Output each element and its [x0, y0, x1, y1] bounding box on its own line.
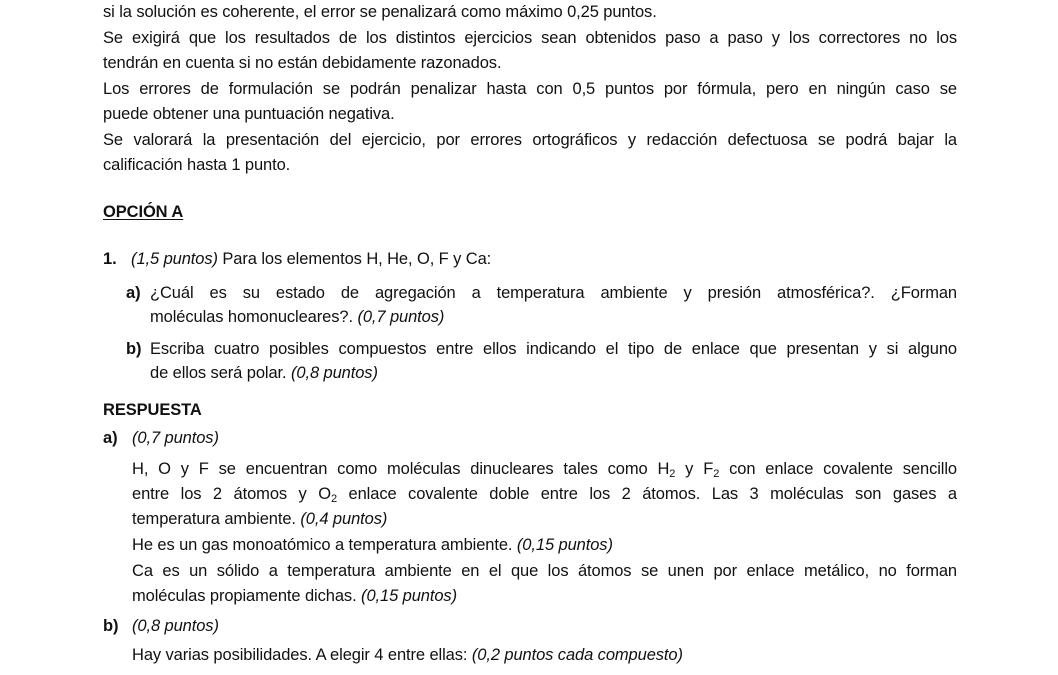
intro-line: Se exigirá que los resultados de los distintos ejercicios sean obtenidos paso a paso y los correctores no los [103, 29, 957, 47]
intro-line: Los errores de formulación se podrán penalizar hasta con 0,5 puntos por fórmula, pero en ningún caso se [103, 80, 957, 98]
answer-a-label: a) [103, 429, 118, 447]
answer-text: He es un gas monoatómico a temperatura ambiente. [132, 536, 513, 554]
subquestion-a-points: (0,7 puntos) [357, 308, 445, 326]
answer-points: (0,15 puntos) [516, 536, 613, 554]
answer-points: (0,15 puntos) [361, 587, 457, 605]
intro-line: si la solución es coherente, el error se penalizará como máximo 0,25 puntos. [103, 3, 657, 21]
intro-line: Se valorará la presentación del ejercicio, por errores ortográficos y redacción defectuosa se podrá bajar la [103, 131, 957, 149]
subquestion-b-text [150, 363, 378, 383]
answer-a-points: (0,7 puntos) [132, 429, 219, 447]
answer-a-paragraph [132, 535, 613, 555]
answer-text: con enlace covalente sencillo [719, 460, 957, 478]
question-text: Para los elementos H, He, O, F y Ca: [222, 250, 492, 268]
answer-text: y F [675, 460, 714, 478]
answer-b-label: b) [103, 617, 119, 635]
subquestion-a-label: a) [126, 284, 141, 302]
answer-points: (0,2 puntos cada compuesto) [471, 646, 683, 664]
answer-text: temperatura ambiente. [132, 510, 296, 528]
answer-text: enlace covalente doble entre los 2 átomos. Las 3 moléculas son gases a [337, 485, 958, 503]
subquestion-b-text: Escriba cuatro posibles compuestos entre ellos indicando el tipo de enlace que presentan y si alguno [150, 340, 957, 358]
subscript: 2 [330, 493, 337, 505]
intro-line: tendrán en cuenta si no están debidamente razonados. [103, 54, 502, 72]
section-title: OPCIÓN A [103, 203, 184, 221]
answer-b-points: (0,8 puntos) [132, 617, 219, 635]
intro-line: calificación hasta 1 punto. [103, 156, 291, 174]
answer-text: moléculas propiamente dichas. [132, 587, 357, 605]
subquestion-a-line2: moléculas homonucleares?. [150, 308, 353, 326]
answer-a-paragraph [132, 484, 957, 504]
subquestion-b-label: b) [126, 340, 142, 358]
answer-a-paragraph [132, 459, 957, 479]
subscript: 2 [669, 468, 676, 480]
question-header [103, 249, 491, 269]
subquestion-a-text: ¿Cuál es su estado de agregación a temperatura ambiente y presión atmosférica?. ¿Forman [150, 284, 957, 302]
answer-heading: RESPUESTA [103, 401, 202, 419]
answer-text: H, O y F se encuentran como moléculas dinucleares tales como H [132, 460, 670, 478]
answer-text: entre los 2 átomos y O [132, 485, 331, 503]
answer-text: Hay varias posibilidades. A elegir 4 entre ellas: [132, 646, 468, 664]
subquestion-b-line2: de ellos será polar. [150, 364, 287, 382]
subquestion-a-text [150, 307, 444, 327]
subscript: 2 [713, 468, 720, 480]
question-number: 1. [103, 250, 117, 268]
subquestion-b-points: (0,8 puntos) [291, 364, 378, 382]
answer-a-paragraph [132, 586, 457, 606]
answer-a-paragraph: Ca es un sólido a temperatura ambiente en el que los átomos se unen por enlace metálico, no forman [132, 562, 957, 580]
question-points: (1,5 puntos) [131, 250, 218, 268]
answer-a-paragraph [132, 509, 387, 529]
intro-line: puede obtener una puntuación negativa. [103, 105, 395, 123]
answer-points: (0,4 puntos) [300, 510, 388, 528]
answer-b-paragraph [132, 645, 683, 665]
